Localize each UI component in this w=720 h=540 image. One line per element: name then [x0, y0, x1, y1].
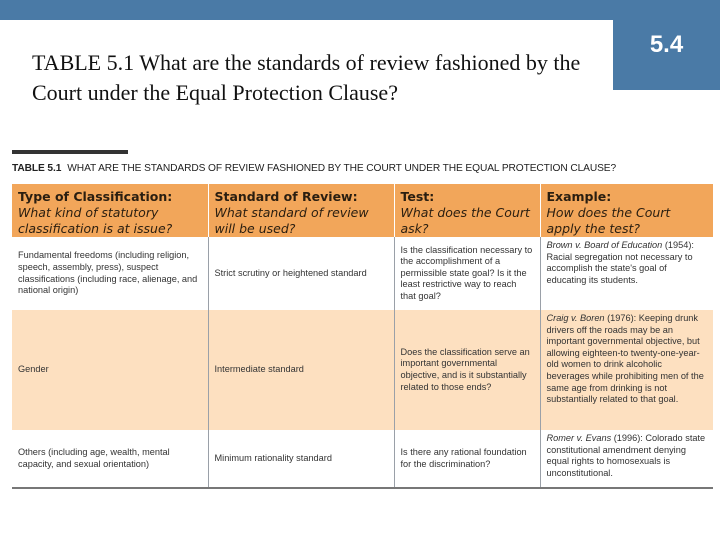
table-caption	[12, 163, 712, 174]
caption-rule	[12, 150, 128, 154]
case-description: (1976): Keeping drunk drivers off the roads may be an important governmental objective, but allowing eighteen-to twenty-one-year-old women to drink alcoholic beverages while prohibiting men of the same age from drinking is not substantially related to that goal.	[546, 313, 704, 405]
column-header-title: Type of Classification:	[18, 189, 173, 204]
column-header-title: Test:	[400, 189, 435, 204]
column-header-question: What kind of statutory classification is at issue?	[18, 205, 173, 236]
slide-title: TABLE 5.1 What are the standards of review fashioned by the Court under the Equal Protection Clause?	[32, 50, 581, 105]
table-header-row	[12, 184, 713, 237]
case-name: Romer v. Evans	[546, 433, 612, 443]
classification-cell: Fundamental freedoms (including religion, speech, assembly, press), suspect classifications (including race, alienage, and national origin)	[12, 237, 208, 310]
table-row	[12, 237, 713, 310]
column-header-title: Example:	[546, 189, 612, 204]
table-row	[12, 430, 713, 488]
section-badge: 5.4	[613, 0, 720, 90]
column-header-question: How does the Court apply the test?	[546, 205, 671, 236]
case-name: Craig v. Boren	[546, 313, 605, 323]
classification-cell: Gender	[12, 310, 208, 430]
standard-cell: Minimum rationality standard	[208, 430, 394, 488]
standard-cell: Intermediate standard	[208, 310, 394, 430]
column-header-title: Standard of Review:	[214, 189, 358, 204]
table-caption-number: TABLE 5.1	[12, 163, 62, 174]
column-header-classification	[12, 184, 208, 237]
test-cell: Is the classification necessary to the accomplishment of a permissible state goal? Is it the least restrictive way to reach that goal?	[394, 237, 540, 310]
column-header-question: What does the Court ask?	[400, 205, 530, 236]
column-header-question: What standard of review will be used?	[214, 205, 369, 236]
column-header-standard	[208, 184, 394, 237]
column-header-test	[394, 184, 540, 237]
case-description: (1954): Racial segregation not necessary to accomplish the state's goal of educating its students.	[546, 240, 694, 285]
case-name: Brown v. Board of Education	[546, 240, 663, 250]
test-cell: Does the classification serve an important governmental objective, and is it substantially related to those ends?	[394, 310, 540, 430]
table-caption-text: WHAT ARE THE STANDARDS OF REVIEW FASHIONED BY THE COURT UNDER THE EQUAL PROTECTION CLAUSE?	[67, 163, 617, 174]
example-cell	[540, 310, 713, 430]
column-header-example	[540, 184, 713, 237]
example-cell	[540, 430, 713, 488]
table-row	[12, 310, 713, 430]
test-cell: Is there any rational foundation for the discrimination?	[394, 430, 540, 488]
case-description: (1996): Colorado state constitutional amendment denying equal rights to homosexuals is unconstitutional.	[546, 433, 706, 478]
standard-cell: Strict scrutiny or heightened standard	[208, 237, 394, 310]
standards-of-review-table	[12, 184, 713, 489]
top-accent-bar	[0, 0, 720, 20]
example-cell	[540, 237, 713, 310]
classification-cell: Others (including age, wealth, mental capacity, and sexual orientation)	[12, 430, 208, 488]
